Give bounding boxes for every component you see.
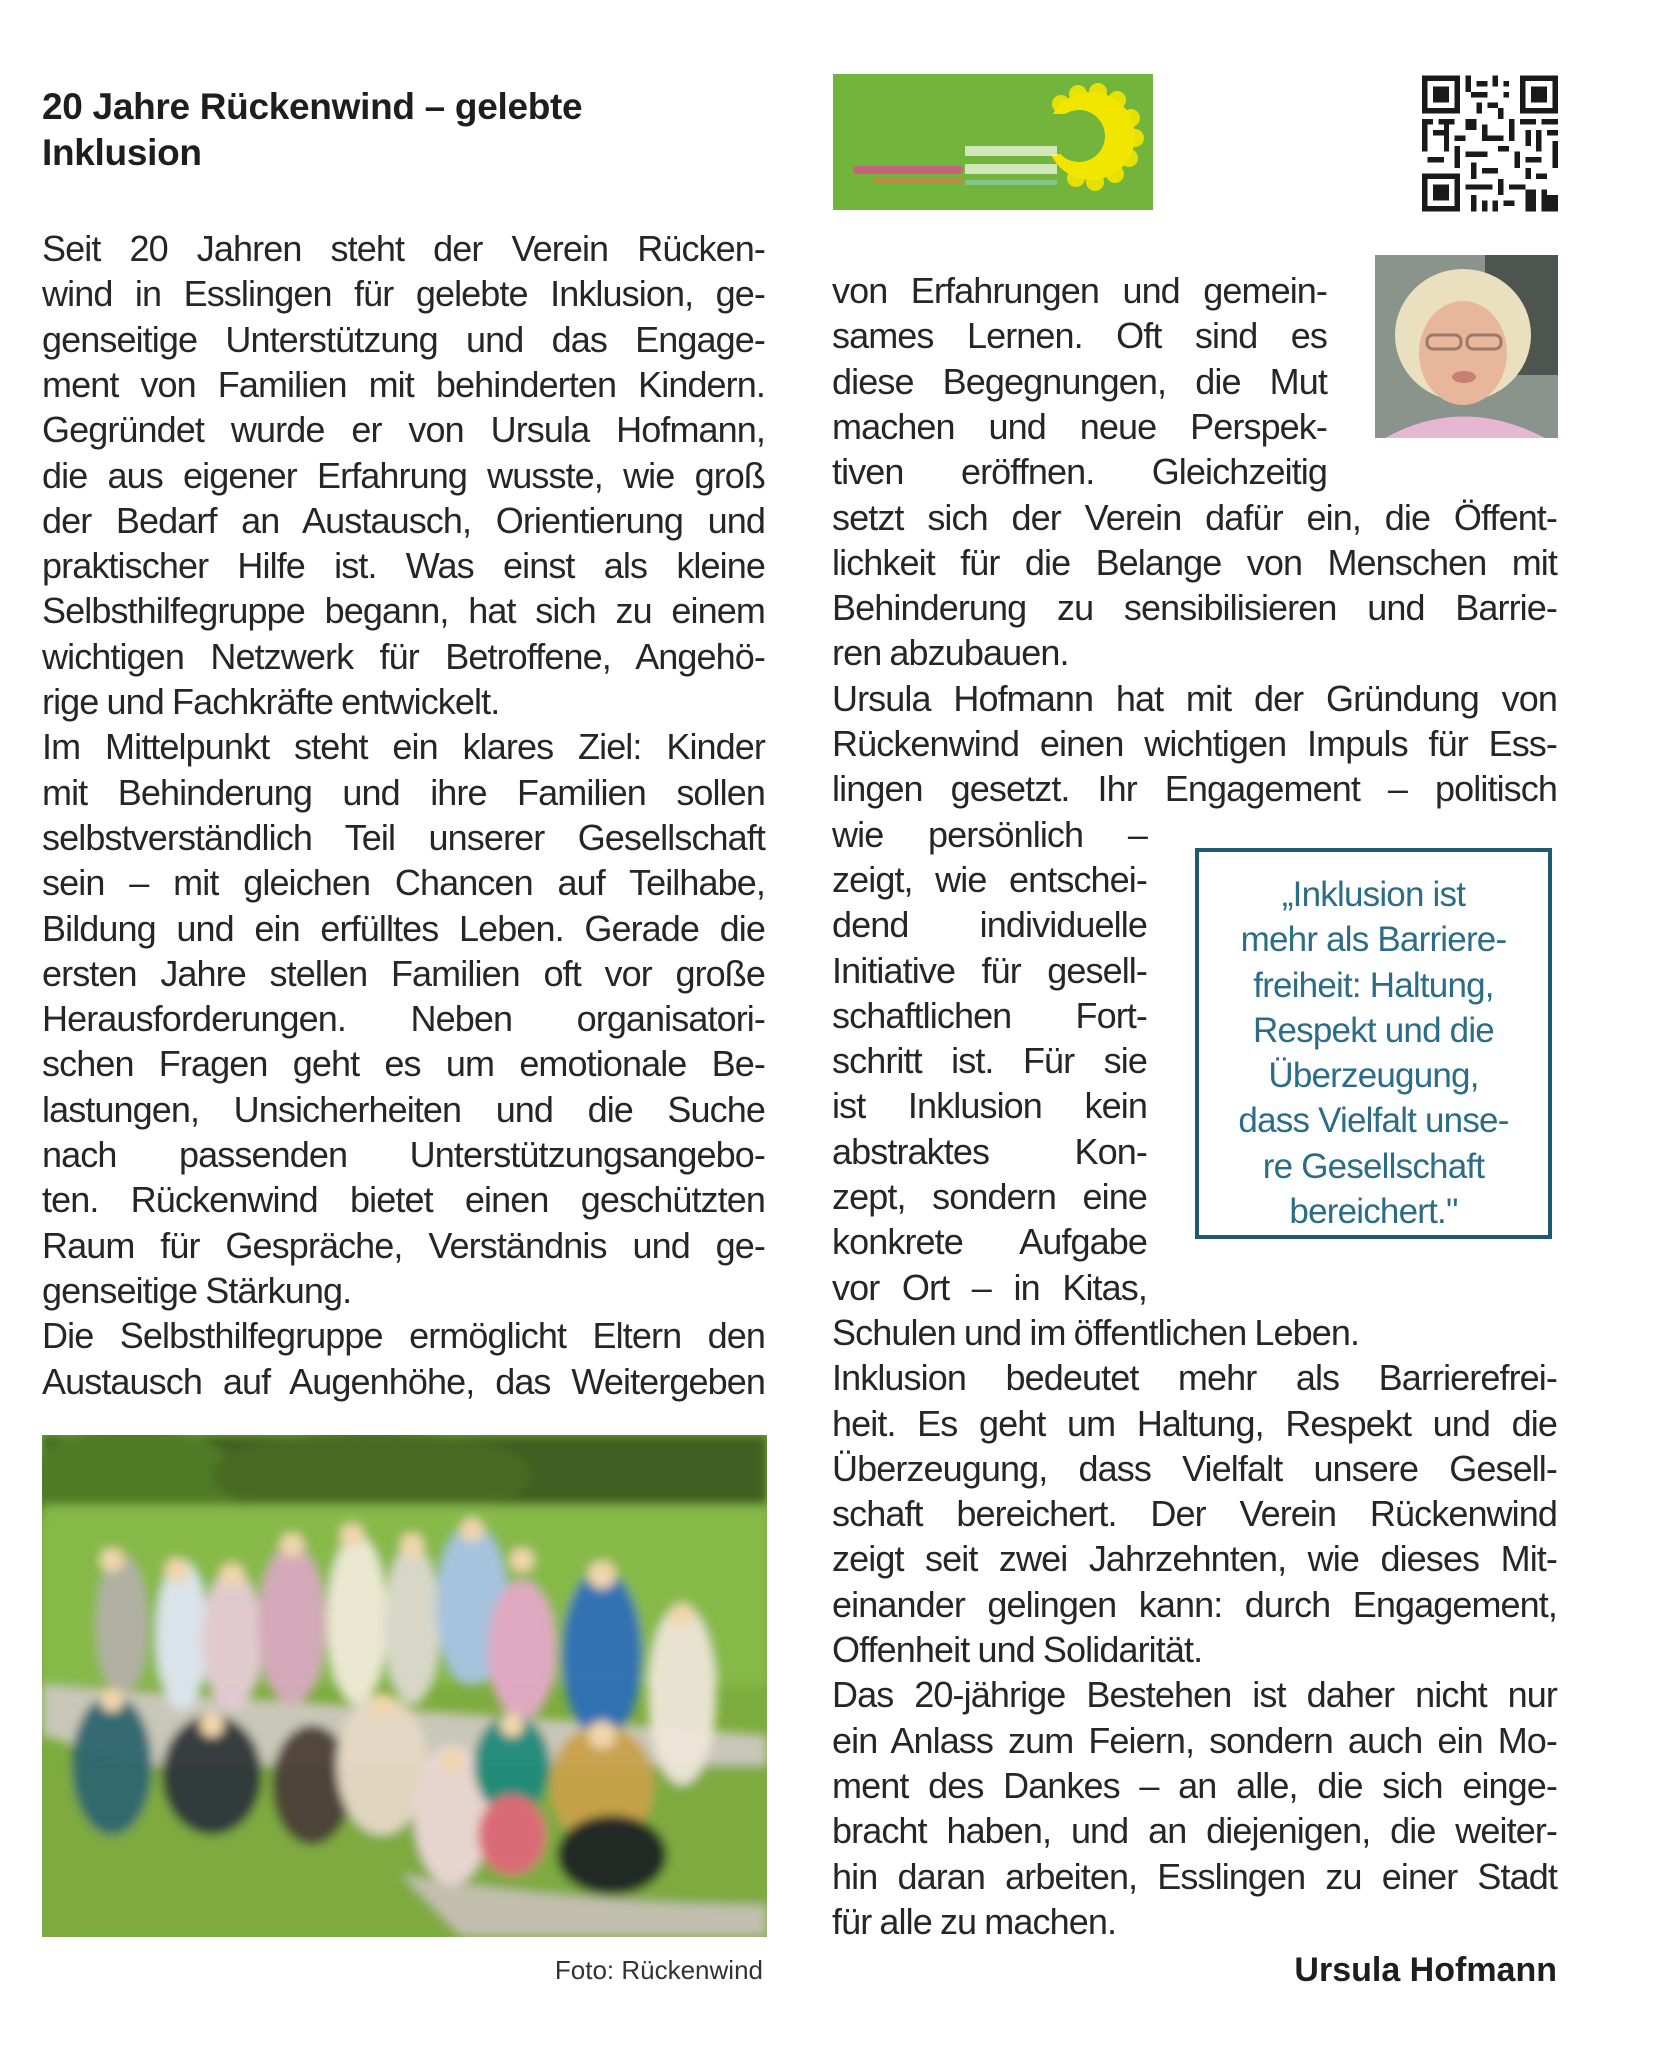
body-text-line: Offenheit und Solidarität. xyxy=(832,1629,1203,1670)
body-text-line: lingen gesetzt. Ihr Engagement – politisch xyxy=(832,768,1557,810)
body-text-line: rige und Fachkräfte entwickelt. xyxy=(42,681,500,722)
body-text-line: schritt ist. Für sie xyxy=(832,1040,1147,1082)
body-text-line: Herausforderungen. Neben organisatori- xyxy=(42,998,765,1040)
body-text-line: Austausch auf Augenhöhe, das Weitergeben xyxy=(42,1360,765,1402)
person-portrait-icon xyxy=(1375,255,1558,438)
body-text-line: mit Behinderung und ihre Familien sollen xyxy=(42,771,765,813)
group-photo xyxy=(42,1435,767,1937)
body-text-line: Das 20-jährige Bestehen ist daher nicht nur xyxy=(832,1674,1557,1716)
body-text-line: ren abzubauen. xyxy=(832,632,1069,674)
body-text-line: ten. Rückenwind bietet einen geschützten xyxy=(42,1179,765,1221)
body-text-line: praktischer Hilfe ist. Was einst als kleine xyxy=(42,545,765,587)
pull-quote-line: bereichert." xyxy=(1289,1192,1458,1232)
body-text-line: tiven eröffnen. Gleichzeitig xyxy=(832,451,1327,493)
body-text-line: setzt sich der Verein dafür ein, die Öffent- xyxy=(832,496,1557,538)
article-title xyxy=(42,84,762,176)
body-text-line: zeigt, wie entschei- xyxy=(832,858,1147,900)
body-text-line: genseitige Unterstützung und das Engage- xyxy=(42,318,765,360)
body-text-line: Selbsthilfegruppe begann, hat sich zu einem xyxy=(42,590,765,632)
body-text-line: vor Ort – in Kitas, xyxy=(832,1266,1147,1308)
pull-quote-line: dass Vielfalt unse- xyxy=(1238,1101,1509,1141)
body-text-line: die aus eigener Erfahrung wusste, wie groß xyxy=(42,454,765,496)
body-text-line: schaft bereichert. Der Verein Rückenwind xyxy=(832,1493,1557,1535)
body-text-line: lichkeit für die Belange von Menschen mit xyxy=(832,541,1557,583)
body-text-line: sein – mit gleichen Chancen auf Teilhabe, xyxy=(42,862,765,904)
body-text-line: ment von Familien mit behinderten Kindern. xyxy=(42,363,765,405)
body-text-line: Rückenwind einen wichtigen Impuls für Ess- xyxy=(832,723,1557,764)
body-text-line: Behinderung zu sensibilisieren und Barrie- xyxy=(832,587,1557,629)
body-text-line: schen Fragen geht es um emotionale Be- xyxy=(42,1043,765,1085)
body-text-line: von Erfahrungen und gemein- xyxy=(832,270,1327,311)
body-text-line: Schulen und im öffentlichen Leben. xyxy=(832,1311,1360,1353)
body-text-line: Seit 20 Jahren steht der Verein Rücken- xyxy=(42,228,765,269)
body-text-line: dend individuelle xyxy=(832,904,1147,946)
body-text-line: heit. Es geht um Haltung, Respekt und die xyxy=(832,1402,1557,1444)
body-text-line: Überzeugung, dass Vielfalt unsere Gesell- xyxy=(832,1447,1557,1489)
author-portrait xyxy=(1375,255,1558,438)
pull-quote-line: mehr als Barriere- xyxy=(1240,920,1507,960)
article-title-line-2: Inklusion xyxy=(42,132,202,173)
body-text-line: diese Begegnungen, die Mut xyxy=(832,360,1327,402)
pull-quote-line: Überzeugung, xyxy=(1268,1056,1479,1096)
body-text-line: wind in Esslingen für gelebte Inklusion, ge- xyxy=(42,273,765,315)
photo-caption: Foto: Rückenwind xyxy=(554,1955,763,1985)
body-text-line: ein Anlass zum Feiern, sondern auch ein Mo- xyxy=(832,1719,1557,1761)
body-text-line: zept, sondern eine xyxy=(832,1176,1147,1217)
pull-quote-line: re Gesellschaft xyxy=(1262,1146,1485,1186)
body-text-line: hin daran arbeiten, Esslingen zu einer Stadt xyxy=(832,1855,1557,1897)
party-logo xyxy=(833,74,1153,210)
pull-quote-text xyxy=(1199,872,1548,1234)
body-text-line: Bildung und ein erfülltes Leben. Gerade die xyxy=(42,907,765,949)
body-text-line: wie persönlich – xyxy=(832,813,1147,855)
pull-quote-line: freiheit: Haltung, xyxy=(1253,965,1494,1005)
body-text-line: Die Selbsthilfegruppe ermöglicht Eltern den xyxy=(42,1315,765,1357)
pull-quote-box xyxy=(1195,848,1552,1239)
body-text-line: der Bedarf an Austausch, Orientierung und xyxy=(42,499,765,541)
sunflower-logo-icon xyxy=(833,74,1153,210)
body-text-line: ment des Dankes – an alle, die sich einge- xyxy=(832,1764,1557,1806)
body-text-line: Gegründet wurde er von Ursula Hofmann, xyxy=(42,409,765,451)
body-text-line: bracht haben, und an diejenigen, die weiter- xyxy=(832,1810,1557,1852)
body-text-line: Im Mittelpunkt steht ein klares Ziel: Kinder xyxy=(42,726,765,768)
body-text-line: selbstverständlich Teil unserer Gesellschaft xyxy=(42,816,765,858)
body-text-line: zeigt seit zwei Jahrzehnten, wie dieses Mit- xyxy=(832,1538,1557,1580)
body-text-line: machen und neue Perspek- xyxy=(832,405,1327,447)
body-text-line: Raum für Gespräche, Verständnis und ge- xyxy=(42,1224,765,1266)
body-text-line: ist Inklusion kein xyxy=(832,1085,1147,1127)
qr-code[interactable] xyxy=(1422,75,1558,212)
body-text-line: Initiative für gesell- xyxy=(832,949,1147,991)
group-photo-image-icon xyxy=(42,1435,767,1937)
body-text-line: wichtigen Netzwerk für Betroffene, Angehö- xyxy=(42,635,765,677)
body-text-line: konkrete Aufgabe xyxy=(832,1221,1147,1263)
body-text-line: einander gelingen kann: durch Engagement, xyxy=(832,1583,1557,1625)
body-text-line: Inklusion bedeutet mehr als Barrierefrei- xyxy=(832,1357,1557,1399)
body-text-line: schaftlichen Fort- xyxy=(832,994,1147,1036)
article-title-line-1: 20 Jahre Rückenwind – gelebte xyxy=(42,86,583,127)
pull-quote-line: Respekt und die xyxy=(1253,1010,1494,1050)
body-text-line: genseitige Stärkung. xyxy=(42,1269,352,1311)
body-text-line: sames Lernen. Oft sind es xyxy=(832,315,1327,357)
body-text-line: Ursula Hofmann hat mit der Gründung von xyxy=(832,677,1557,719)
qr-code-icon xyxy=(1422,75,1558,212)
body-text-line: für alle zu machen. xyxy=(832,1900,1117,1942)
body-text-line: abstraktes Kon- xyxy=(832,1130,1147,1172)
pull-quote-line: „Inklusion ist xyxy=(1281,875,1466,914)
body-text-line: nach passenden Unterstützungsangebo- xyxy=(42,1134,765,1175)
body-text-line: ersten Jahre stellen Familien oft vor große xyxy=(42,952,765,994)
body-text-line: lastungen, Unsicherheiten und die Suche xyxy=(42,1088,765,1130)
author-signature: Ursula Hofmann xyxy=(1294,1951,1557,1989)
